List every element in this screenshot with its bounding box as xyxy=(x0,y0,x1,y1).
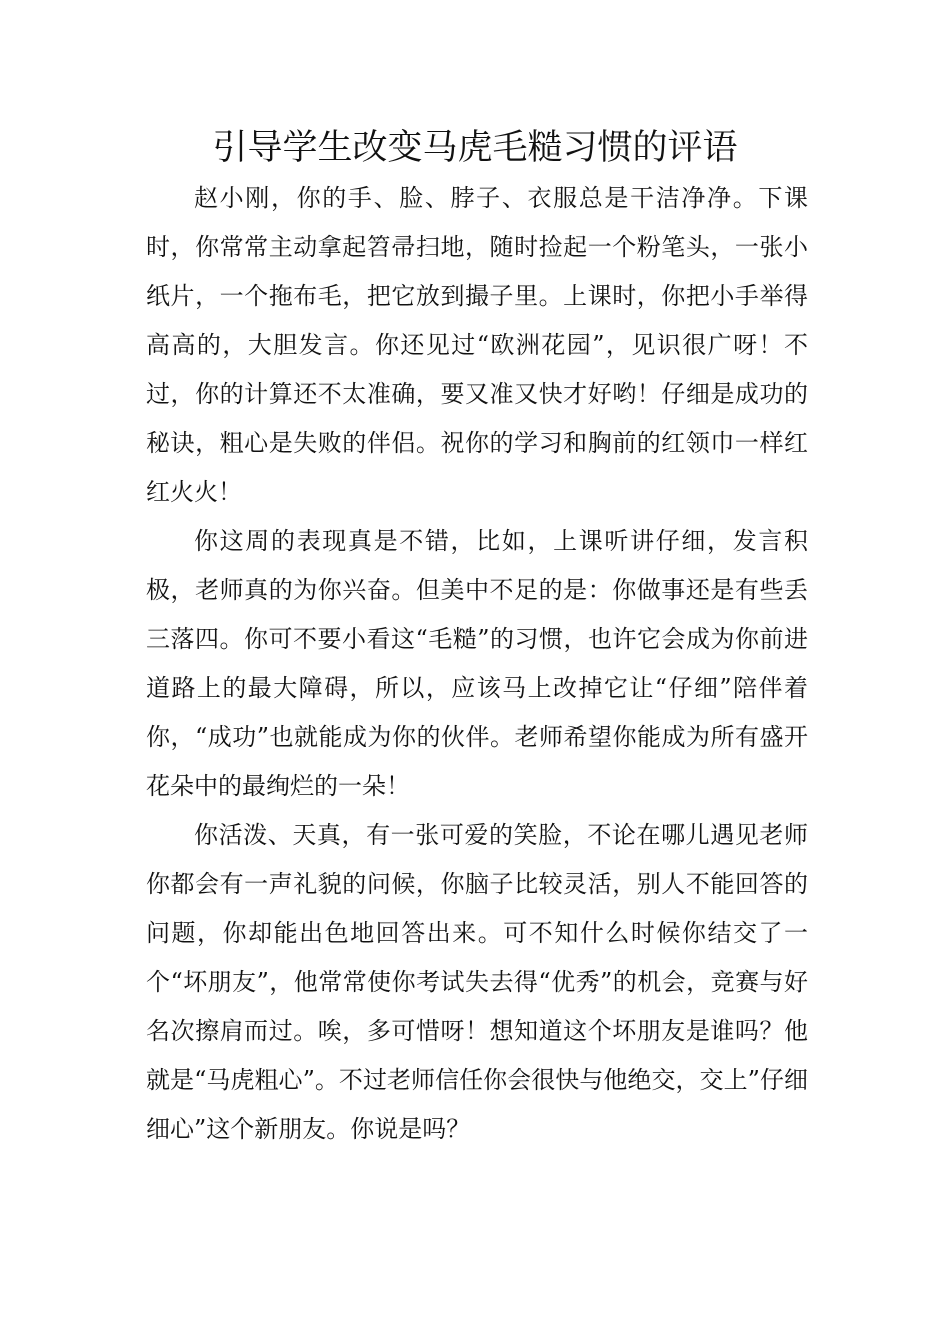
paragraph-3: 你活泼、天真，有一张可爱的笑脸，不论在哪儿遇见老师你都会有一声礼貌的问候，你脑子比较灵活，别人不能回答的问题，你却能出色地回答出来。可不知什么时候你结交了一个“坏朋友”，他常常使你考试失去得“优秀”的机会，竞赛与好名次擦肩而过。唉，多可惜呀！想知道这个坏朋友是谁吗？他就是“马虎粗心”。不过老师信任你会很快与他绝交，交上”仔细细心”这个新朋友。你说是吗？ xyxy=(146,821,808,1143)
document-body xyxy=(146,174,808,1154)
paragraph-1: 赵小刚，你的手、脸、脖子、衣服总是干洁净净。下课时，你常常主动拿起笤帚扫地，随时捡起一个粉笔头，一张小纸片，一个拖布毛，把它放到撮子里。上课时，你把小手举得高高的，大胆发言。你还见过“欧洲花园”，见识很广呀！不过，你的计算还不太准确，要又准又快才好哟！仔细是成功的秘诀，粗心是失败的伴侣。祝你的学习和胸前的红领巾一样红红火火！ xyxy=(146,184,808,506)
paragraph-2: 你这周的表现真是不错，比如，上课听讲仔细，发言积极，老师真的为你兴奋。但美中不足的是：你做事还是有些丢三落四。你可不要小看这“毛糙”的习惯，也许它会成为你前进道路上的最大障碍，所以，应该马上改掉它让“仔细”陪伴着你，“成功”也就能成为你的伙伴。老师希望你能成为所有盛开花朵中的最绚烂的一朵！ xyxy=(146,527,808,800)
document-title: 引导学生改变马虎毛糙习惯的评语 xyxy=(212,128,738,168)
